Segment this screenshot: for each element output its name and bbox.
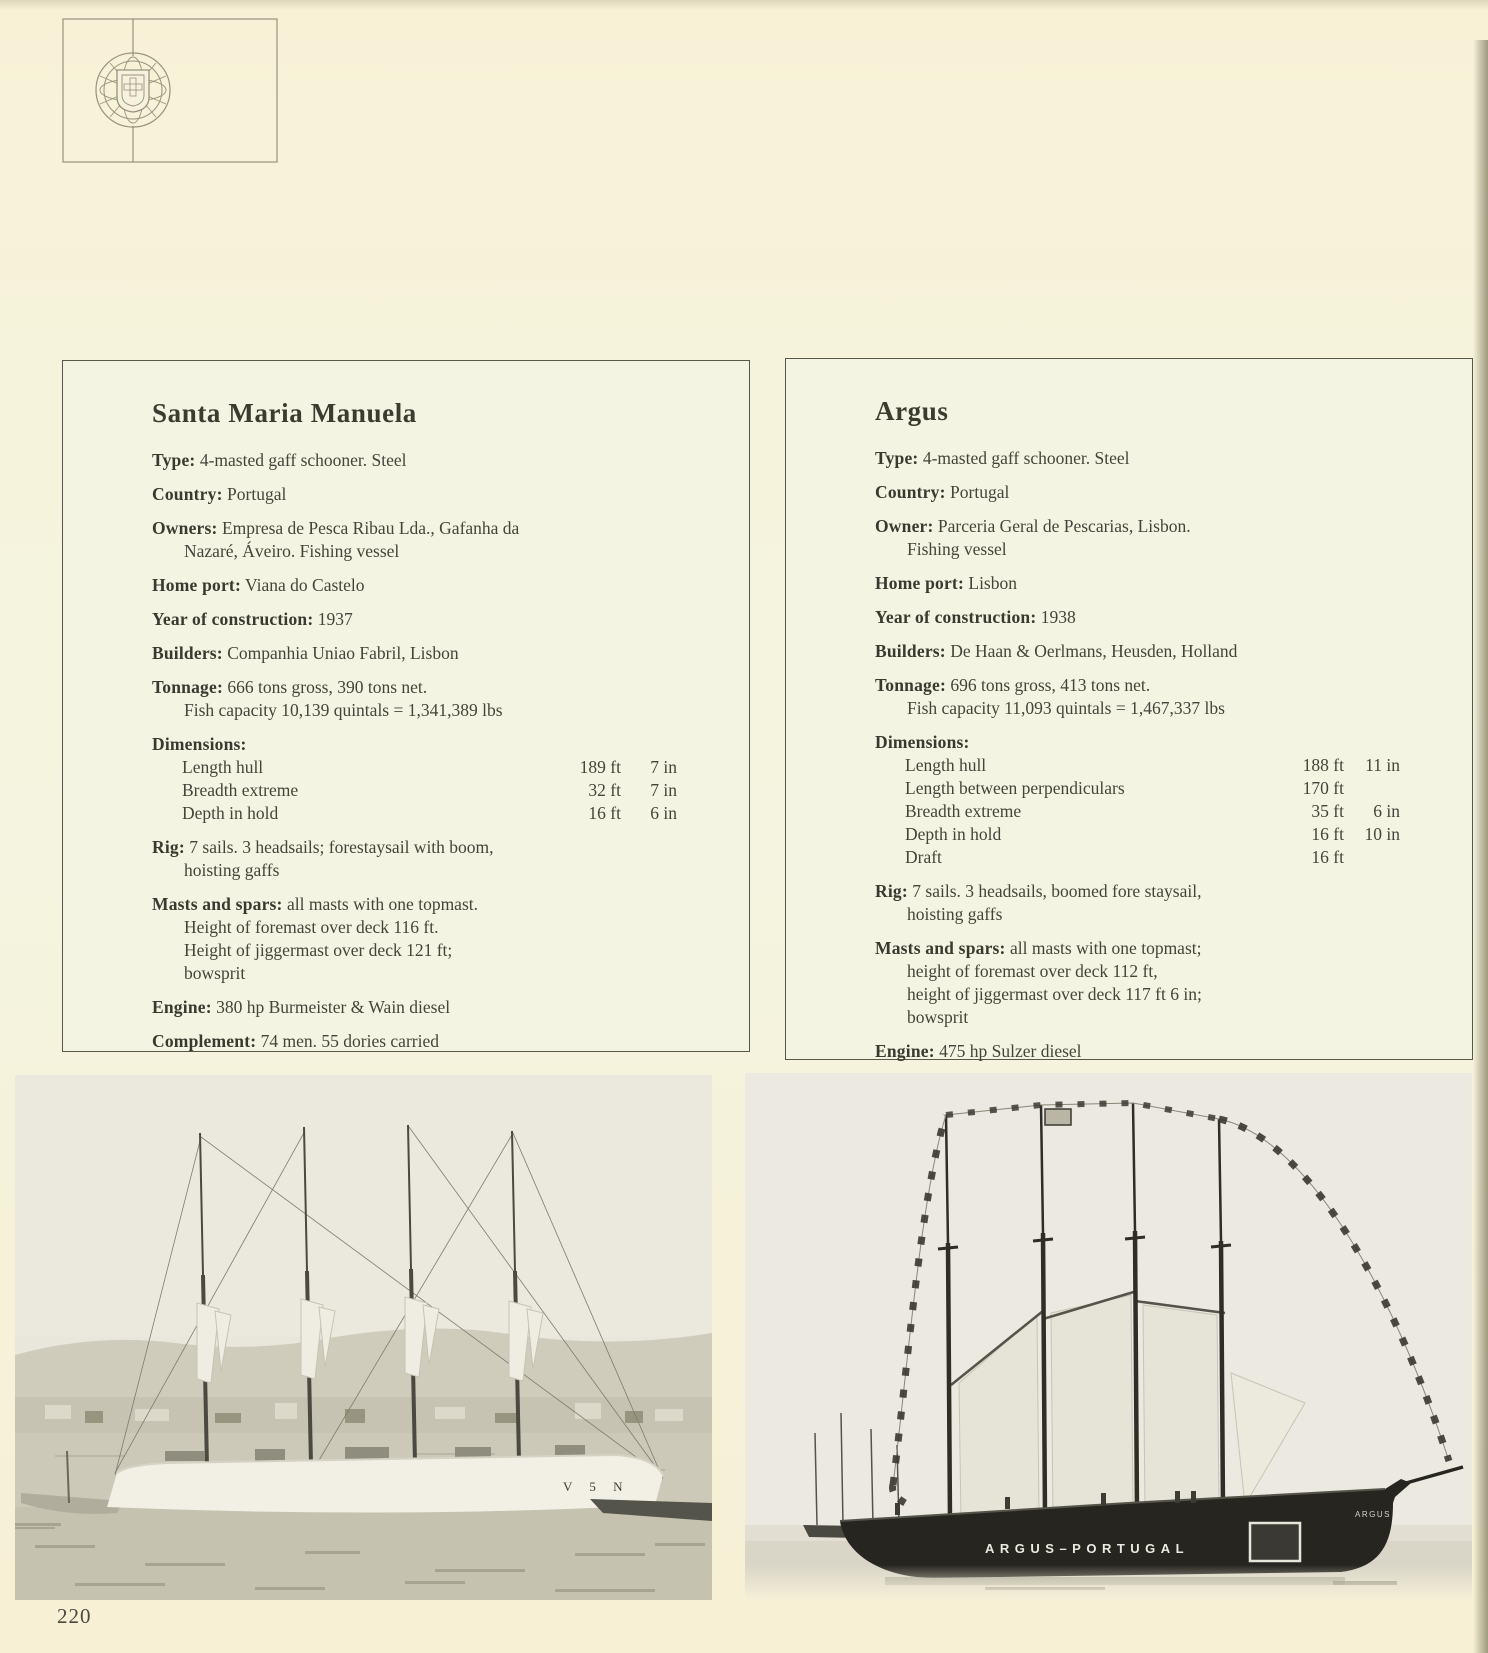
spec-field: Tonnage: 666 tons gross, 390 tons net. (152, 677, 428, 697)
dimension-label: Length hull (905, 755, 987, 775)
dimension-feet-value: 16 ft (1311, 824, 1344, 844)
spec-field: Engine: 475 hp Sulzer diesel (875, 1041, 1082, 1061)
dimension-feet-value: 188 ft (1302, 755, 1344, 775)
dimension-inches-value: 11 in (1365, 755, 1400, 775)
field-label: Masts and spars: (152, 894, 283, 914)
spec-block (875, 880, 1400, 926)
field-label: Masts and spars: (875, 938, 1006, 958)
dimension-row (152, 779, 677, 802)
dimension-row (875, 777, 1400, 800)
spec-field: Home port: Viana do Castelo (152, 575, 365, 595)
field-label: Tonnage: (875, 675, 946, 695)
dimension-label: Draft (905, 847, 942, 867)
field-continuation-line: hoisting gaffs (184, 860, 280, 880)
spec-block (875, 1040, 1400, 1063)
spec-block (152, 676, 677, 722)
field-continuation-line: Height of jiggermast over deck 121 ft; (184, 940, 453, 960)
field-label: Engine: (875, 1041, 935, 1061)
spec-panel-santa-maria-manuela (62, 360, 750, 1052)
spec-field: Owners: Empresa de Pesca Ribau Lda., Gafanha da (152, 518, 520, 538)
spec-field (875, 731, 1400, 754)
stern-name-text: ARGUS (1355, 1510, 1391, 1519)
field-label: Tonnage: (152, 677, 223, 697)
spec-list (875, 447, 1400, 1097)
spec-block (875, 937, 1400, 1029)
field-continuation-line: bowsprit (907, 1007, 969, 1027)
spec-block (152, 836, 677, 882)
photo-argus (745, 1073, 1472, 1600)
spec-block (152, 996, 677, 1019)
dimension-feet-value: 32 ft (588, 780, 621, 800)
ship-name-heading: Argus (875, 396, 949, 426)
spec-block (875, 481, 1400, 504)
field-continuation-line: Height of foremast over deck 116 ft. (184, 917, 439, 937)
field-label: Country: (875, 482, 946, 502)
spec-field: Complement: 74 men. 55 dories carried (152, 1031, 439, 1051)
field-continuation-line: Fish capacity 11,093 quintals = 1,467,337 lbs (907, 698, 1225, 718)
dimension-feet-value: 16 ft (1311, 847, 1344, 867)
dimension-inches-value (1344, 846, 1400, 869)
field-continuation-line: bowsprit (184, 963, 246, 983)
spec-block (152, 733, 677, 825)
spec-field: Masts and spars: all masts with one topmast; (875, 938, 1202, 958)
spec-block (875, 640, 1400, 663)
spec-block (875, 572, 1400, 595)
spec-block (152, 449, 677, 472)
dimension-inches-value: 6 in (1373, 801, 1400, 821)
spec-field: Engine: 380 hp Burmeister & Wain diesel (152, 997, 451, 1017)
spec-block (152, 642, 677, 665)
spec-list (152, 449, 677, 1053)
spec-field: Year of construction: 1938 (875, 607, 1076, 627)
field-label: Home port: (152, 575, 241, 595)
spec-field (152, 733, 677, 756)
photo-santa-maria-manuela (15, 1075, 712, 1600)
dimension-feet-value: 189 ft (579, 757, 621, 777)
portuguese-flag-drawing (62, 18, 278, 163)
field-label: Country: (152, 484, 223, 504)
dimension-inches-value: 7 in (650, 757, 677, 777)
field-label: Type: (152, 450, 196, 470)
spec-field: Tonnage: 696 tons gross, 413 tons net. (875, 675, 1151, 695)
schooner-photo-illustration (745, 1073, 1472, 1600)
spec-block (152, 574, 677, 597)
schooner-photo-illustration (15, 1075, 712, 1600)
dimension-row (875, 754, 1400, 777)
dimension-inches-value: 10 in (1364, 824, 1400, 844)
spec-field: Rig: 7 sails. 3 headsails, boomed fore staysail, (875, 881, 1202, 901)
dimension-label: Depth in hold (182, 803, 279, 823)
spec-field: Builders: Companhia Uniao Fabril, Lisbon (152, 643, 459, 663)
spec-field: Owner: Parceria Geral de Pescarias, Lisbon. (875, 516, 1191, 536)
spec-field: Type: 4-masted gaff schooner. Steel (875, 448, 1130, 468)
dimension-label: Length hull (182, 757, 264, 777)
dimension-label: Length between perpendiculars (905, 778, 1125, 798)
field-label: Dimensions: (875, 732, 970, 752)
field-label: Engine: (152, 997, 212, 1017)
spec-field: Year of construction: 1937 (152, 609, 353, 629)
dimension-label: Depth in hold (905, 824, 1002, 844)
spec-field: Home port: Lisbon (875, 573, 1017, 593)
spec-field: Country: Portugal (875, 482, 1010, 502)
spec-block (875, 606, 1400, 629)
spec-block (875, 515, 1400, 561)
field-label: Builders: (152, 643, 223, 663)
spec-field: Rig: 7 sails. 3 headsails; forestaysail with boom, (152, 837, 494, 857)
field-continuation-line: Fish capacity 10,139 quintals = 1,341,389 lbs (184, 700, 503, 720)
field-continuation-line: height of jiggermast over deck 117 ft 6 in; (907, 984, 1202, 1004)
field-label: Owner: (875, 516, 934, 536)
field-continuation-line: hoisting gaffs (907, 904, 1003, 924)
dimension-inches-value: 7 in (650, 780, 677, 800)
spec-block (152, 483, 677, 506)
spec-block (152, 1030, 677, 1053)
field-continuation-line: height of foremast over deck 112 ft, (907, 961, 1158, 981)
hull-panel (1250, 1523, 1300, 1561)
field-label: Builders: (875, 641, 946, 661)
field-label: Type: (875, 448, 919, 468)
field-label: Home port: (875, 573, 964, 593)
dimension-row (875, 846, 1400, 869)
dimension-label: Breadth extreme (905, 801, 1022, 821)
page-edge-shadow (1473, 40, 1488, 1653)
spec-block (152, 893, 677, 985)
flag-icon (62, 18, 278, 163)
dimension-label: Breadth extreme (182, 780, 299, 800)
field-continuation-line: Nazaré, Áveiro. Fishing vessel (184, 541, 400, 561)
spec-field: Builders: De Haan & Oerlmans, Heusden, Holland (875, 641, 1238, 661)
dimension-row (875, 823, 1400, 846)
hull-name-text: ARGUS–PORTUGAL (985, 1541, 1190, 1556)
dimension-row (152, 802, 677, 825)
field-label: Year of construction: (152, 609, 314, 629)
field-label: Year of construction: (875, 607, 1037, 627)
dimension-feet-value: 16 ft (588, 803, 621, 823)
field-continuation-line: Fishing vessel (907, 539, 1007, 559)
dimension-inches-value: 6 in (650, 803, 677, 823)
spec-block (875, 731, 1400, 869)
page-number: 220 (57, 1604, 92, 1628)
dimension-row (152, 756, 677, 779)
spec-field: Country: Portugal (152, 484, 287, 504)
field-label: Owners: (152, 518, 218, 538)
ship-name-heading: Santa Maria Manuela (152, 398, 417, 428)
dimension-row (875, 800, 1400, 823)
field-label: Complement: (152, 1031, 257, 1051)
spec-field: Masts and spars: all masts with one topmast. (152, 894, 478, 914)
spec-panel-argus (785, 358, 1473, 1060)
field-label: Rig: (875, 881, 908, 901)
dimension-inches-value (1344, 777, 1400, 800)
hull-registration-text: V 5 N (563, 1479, 630, 1494)
spec-block (875, 447, 1400, 470)
dimension-feet-value: 35 ft (1311, 801, 1344, 821)
dimension-feet-value: 170 ft (1302, 778, 1344, 798)
spec-block (875, 674, 1400, 720)
spec-field: Type: 4-masted gaff schooner. Steel (152, 450, 407, 470)
field-label: Dimensions: (152, 734, 247, 754)
spec-block (152, 608, 677, 631)
spec-block (152, 517, 677, 563)
field-label: Rig: (152, 837, 185, 857)
